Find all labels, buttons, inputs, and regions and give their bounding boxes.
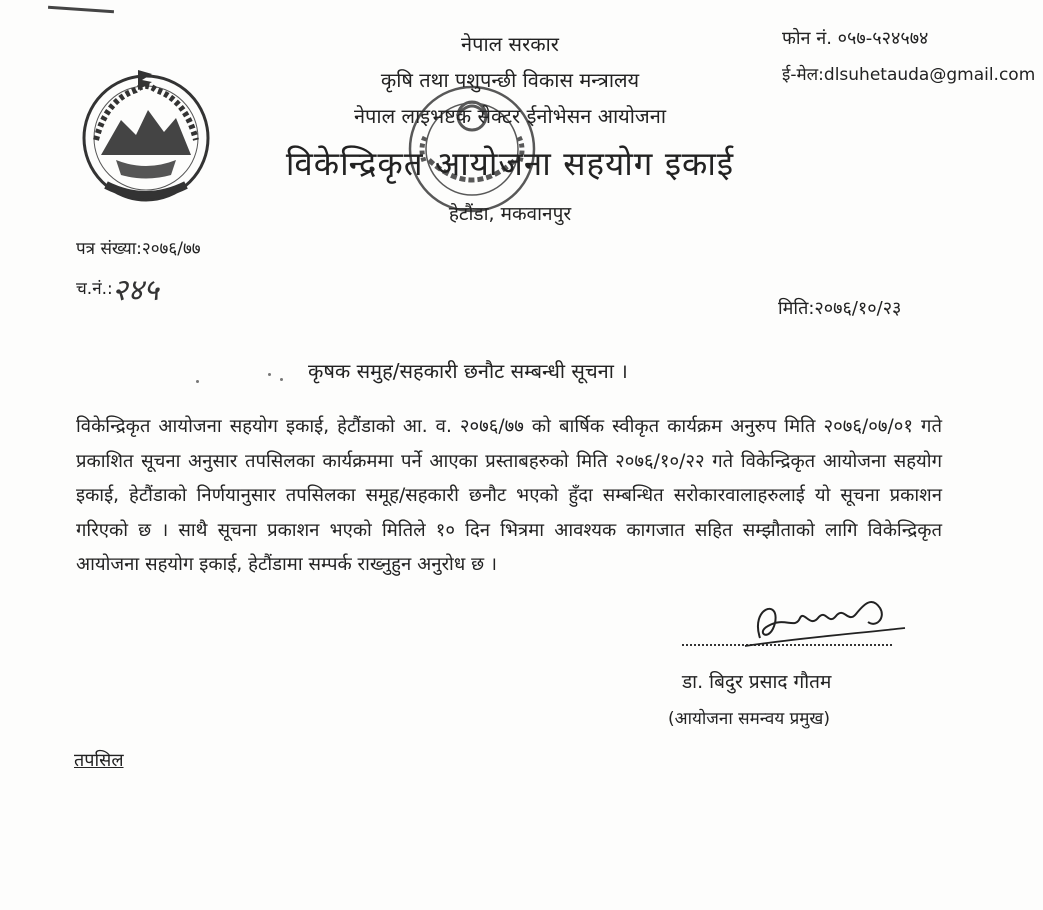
header-unit: विकेन्द्रिकृत आयोजना सहयोग इकाई: [285, 144, 735, 183]
pen-stroke-mark: [48, 6, 114, 14]
scan-speck: [268, 373, 271, 376]
subject-line: कृषक समुह/सहकारी छनौट सम्बन्धी सूचना ।: [308, 359, 628, 383]
notice-body: विकेन्द्रिकृत आयोजना सहयोग इकाई, हेटौंडाको आ. व. २०७६/७७ को बार्षिक स्वीकृत कार्यक्रम अनुरुप मिति २०७६/०७/०१ गते प्रकाशित सूचना अनुसार तपसिलका कार्यक्रममा पर्ने आएका प्रस्ताबहरुको मिति २०७६/१०/२२ गते विकेन्द्रिकृत आयोजना सहयोग इकाई, हेटौंडाको निर्णयानुसार तपसिलका समूह/सहकारी छनौट भएको हुँदा सम्बन्धित सरोकारवालाहरुलाई यो सूचना प्रकाशन गरिएको छ । साथै सूचना प्रकाशन भएको मितिले १० दिन भित्रमा आवश्यक कागजात सहित सम्झौताको लागि विकेन्द्रिकृत आयोजना सहयोग इकाई, हेटौंडामा सम्पर्क राख्नुहुन अनुरोध छ ।: [76, 416, 942, 575]
chalani-label: च.नं.:: [76, 279, 113, 299]
email-address: ई-मेल:dlsuhetauda@gmail.com: [782, 65, 1036, 85]
header-government: नेपाल सरकार: [461, 32, 559, 56]
header-location: हेटौंडा, मकवानपुर: [448, 203, 572, 225]
scan-speck: [280, 378, 283, 381]
nepal-government-emblem-icon: [76, 60, 216, 210]
header-ministry: कृषि तथा पशुपन्छी विकास मन्त्रालय: [380, 68, 640, 92]
signatory-title: (आयोजना समन्वय प्रमुख): [668, 709, 830, 729]
handwritten-signature-icon: [740, 588, 910, 658]
phone-number: फोन नं. ०५७-५२४५७४: [782, 28, 929, 49]
chalani-number-handwritten: २४५: [112, 273, 159, 308]
scan-speck: [196, 380, 199, 383]
signatory-name: डा. बिदुर प्रसाद गौतम: [682, 671, 832, 693]
letter-number: पत्र संख्या:२०७६/७७: [76, 239, 201, 259]
office-seal-stamp-icon: [405, 82, 540, 217]
header-project: नेपाल लाइभष्टक सेक्टर ईनोभेसन आयोजना: [353, 104, 667, 128]
tapasil-heading: तपसिल: [74, 750, 124, 771]
letter-date: मिति:२०७६/१०/२३: [778, 298, 902, 319]
